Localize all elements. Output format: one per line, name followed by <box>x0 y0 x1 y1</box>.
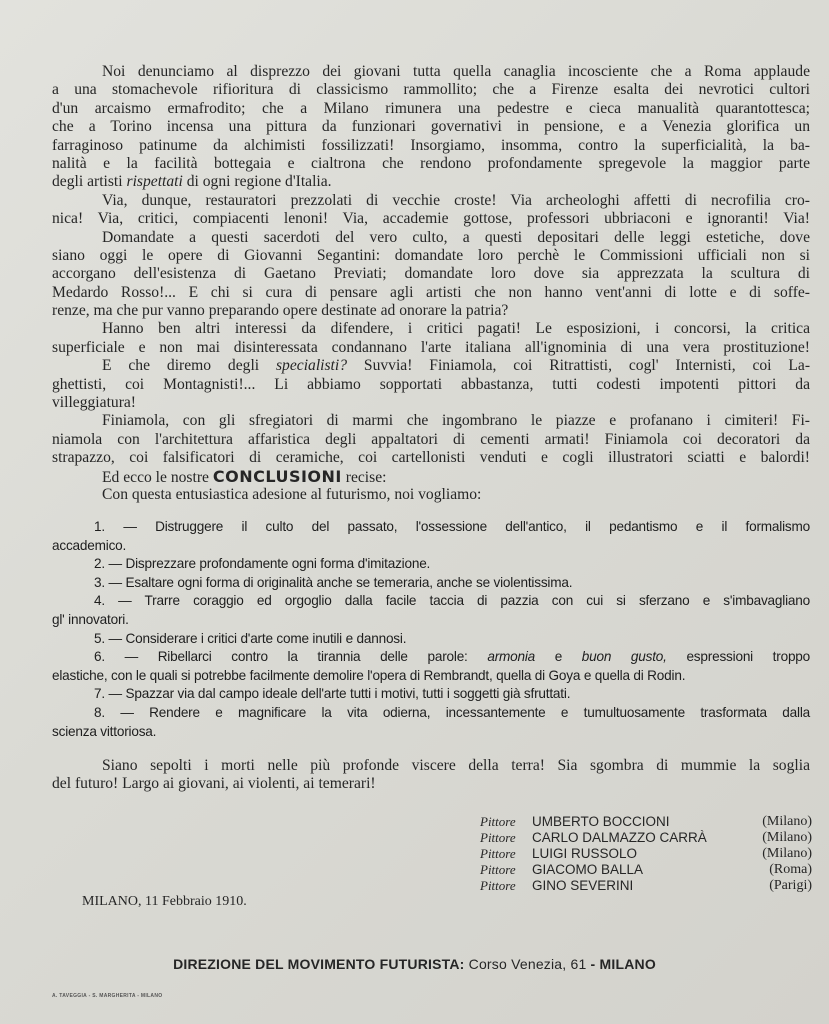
list-item: 5. — Considerare i critici d'arte come inutili e dannosi. <box>94 630 407 646</box>
signatories <box>480 814 812 894</box>
signatory-city: (Milano) <box>762 846 812 861</box>
text: recise: <box>341 468 387 486</box>
text: Ed ecco le nostre <box>102 468 213 486</box>
printer-imprint: A. TAVEGGIA - S. MARGHERITA - MILANO <box>52 993 163 999</box>
conclusions-heading: CONCLUSIONI <box>212 466 342 486</box>
direction-label: DIREZIONE DEL MOVIMENTO FUTURISTA: <box>173 956 465 972</box>
text-line: Siano sepolti i morti nelle più profonde viscere della terra! Sia sgombra di mummie la soglia <box>102 757 810 774</box>
movement-direction <box>0 956 829 972</box>
signatory-name: UMBERTO BOCCIONI <box>532 814 670 829</box>
closing-paragraph <box>52 757 810 794</box>
text-line: strapazzo, coi falsificatori di ceramiche, coi cartellonisti venduti e cogli illustratori sciatti e balordi! <box>52 449 810 467</box>
text-line: del futuro! Largo ai giovani, ai violenti, ai temerari! <box>52 775 376 793</box>
text: di ogni regione d'Italia. <box>182 173 332 191</box>
text-line <box>52 173 810 191</box>
text-line: Noi denunciamo al disprezzo dei giovani tutta quella canaglia incosciente che a Roma applaude <box>102 63 810 80</box>
signatory-title: Pittore <box>480 862 516 877</box>
text: 6. — Ribellarci contro la tirannia delle parole: <box>94 649 488 665</box>
text-line: Via, dunque, restauratori prezzolati di vecchie croste! Via archeologhi affetti di necrofilia cro- <box>102 191 810 209</box>
text: Suvvia! Finiamola, coi Ritrattisti, cogl' Internisti, coi La- <box>363 357 811 375</box>
list-item: 3. — Esaltare ogni forma di originalità anche se temeraria, anche se violentissima. <box>94 574 573 590</box>
signatory-city: (Milano) <box>762 814 812 829</box>
conclusions-list <box>52 518 810 741</box>
signatory-city: (Parigi) <box>769 878 812 893</box>
list-item-line: elastiche, con le quali si potrebbe facilmente demolire l'opera di Rembrandt, quella di Goya e quella di Rodin. <box>52 667 686 683</box>
text-line: ghettisti, coi Montagnisti!... Li abbiamo sopportati abbastanza, tutti codesti impotenti pittori da <box>52 375 810 393</box>
text: E che diremo degli <box>102 357 276 375</box>
text-line: nica! Via, critici, compiacenti lenoni! Via, accademie gottose, professori ubbriaconi e ignoranti! Via! <box>52 210 810 228</box>
signatory-name: GINO SEVERINI <box>532 878 634 893</box>
list-item-line: 1. — Distruggere il culto del passato, l'ossessione dell'antico, il pedantismo e il formalismo <box>94 519 810 534</box>
manifesto-body <box>52 63 810 504</box>
list-item-line <box>52 648 810 667</box>
signatory-title: Pittore <box>480 830 516 845</box>
signatory <box>480 830 812 846</box>
text-line: Finiamola, con gli sfregiatori di marmi che ingombrano le piazze e profanano i cimiteri! Fi- <box>102 412 810 430</box>
signatory-title: Pittore <box>480 846 516 861</box>
text-line: farraginoso patinume da alchimisti fossilizzati! Insorgiamo, insomma, contro la superficialità, la ba- <box>52 136 810 154</box>
italic-text: rispettati <box>126 173 183 191</box>
direction-separator: - <box>590 956 596 972</box>
text-line: d'un arcaismo ermafrodito; che a Milano rimunera una pedestre e cieca manualità quarantottesca; <box>52 99 810 117</box>
direction-city: MILANO <box>599 956 656 972</box>
list-item-line: 4. — Trarre coraggio ed orgoglio dalla facile taccia di pazzia con cui si sferzano e s'imbavagliano <box>94 593 810 609</box>
signatory-name: CARLO DALMAZZO CARRÀ <box>532 830 707 845</box>
text-line: renze, ma che pur vanno preparando opere destinate ad onorare la patria? <box>52 302 509 320</box>
signatory-city: (Roma) <box>769 862 812 877</box>
list-item: 2. — Disprezzare profondamente ogni forma d'imitazione. <box>94 556 431 572</box>
signatory <box>480 862 812 878</box>
text-line: Hanno ben altri interessi da difendere, i critici pagati! Le esposizioni, i concorsi, la critica <box>102 320 810 338</box>
direction-address: Corso Venezia, 61 <box>468 956 587 972</box>
signatory-name: LUIGI RUSSOLO <box>532 846 638 861</box>
text-line: che a Torino incensa una pittura da funzionari governativi in pensione, e a Venezia glorifica un <box>52 118 810 136</box>
text-line: superficiale e non mai disinteressata condannano l'arte italiana all'ignominia di una vera prostituzione! <box>52 338 810 356</box>
text-line: accorgano dell'esistenza di Gaetano Previati; domandate loro dove sia apprezzata la scultura di <box>52 265 810 283</box>
text: degli artisti <box>52 173 127 191</box>
list-item-line: scienza vittoriosa. <box>52 723 157 739</box>
italic-text: armonia <box>487 649 536 665</box>
text-line: niamola con l'architettura affaristica degli appaltatori di cementi armati! Finiamola coi decoratori da <box>52 430 810 448</box>
italic-text: buon gusto, <box>581 649 667 665</box>
italic-text: specialisti? <box>275 357 348 375</box>
text-line <box>52 468 810 486</box>
text-line: villeggiatura! <box>52 394 136 412</box>
text: e <box>554 649 582 665</box>
date-line: MILANO, 11 Febbraio 1910. <box>82 894 247 909</box>
list-item-line: gl' innovatori. <box>52 611 129 627</box>
text-line: Con questa entusiastica adesione al futurismo, noi vogliamo: <box>102 485 482 503</box>
signatory-city: (Milano) <box>762 830 812 845</box>
signatory <box>480 846 812 862</box>
text: espressioni troppo <box>686 649 811 665</box>
text-line: siano oggi le opere di Giovanni Segantini: domandate loro perchè le Commissioni ufficiali non si <box>52 246 810 264</box>
text-line: Medardo Rosso!... E chi si cura di pensare agli artisti che non hanno vent'anni di lotte e di soffe- <box>52 283 810 301</box>
text-line: Domandate a questi sacerdoti del vero culto, a questi depositari delle leggi estetiche, dove <box>102 228 810 246</box>
signatory-name: GIACOMO BALLA <box>532 862 644 877</box>
text-line: nalità e la facilità bottegaia e cialtrona che rendono profondamente spregevole la maggior parte <box>52 154 810 172</box>
list-item-line: accademico. <box>52 537 127 553</box>
signatory-title: Pittore <box>480 878 516 893</box>
signatory <box>480 814 812 830</box>
list-item: 7. — Spazzar via dal campo ideale dell'arte tutti i motivi, tutti i soggetti già sfruttati. <box>94 686 571 702</box>
signatory <box>480 878 812 894</box>
text-line: a una stomachevole rifioritura di classicismo rammollito; che a Firenze esalta dei nevrotici cultori <box>52 81 810 99</box>
list-item-line: 8. — Rendere e magnificare la vita odierna, incessantemente e tumultuosamente trasformata dalla <box>94 704 810 720</box>
text-line <box>52 357 810 375</box>
signatory-title: Pittore <box>480 814 516 829</box>
